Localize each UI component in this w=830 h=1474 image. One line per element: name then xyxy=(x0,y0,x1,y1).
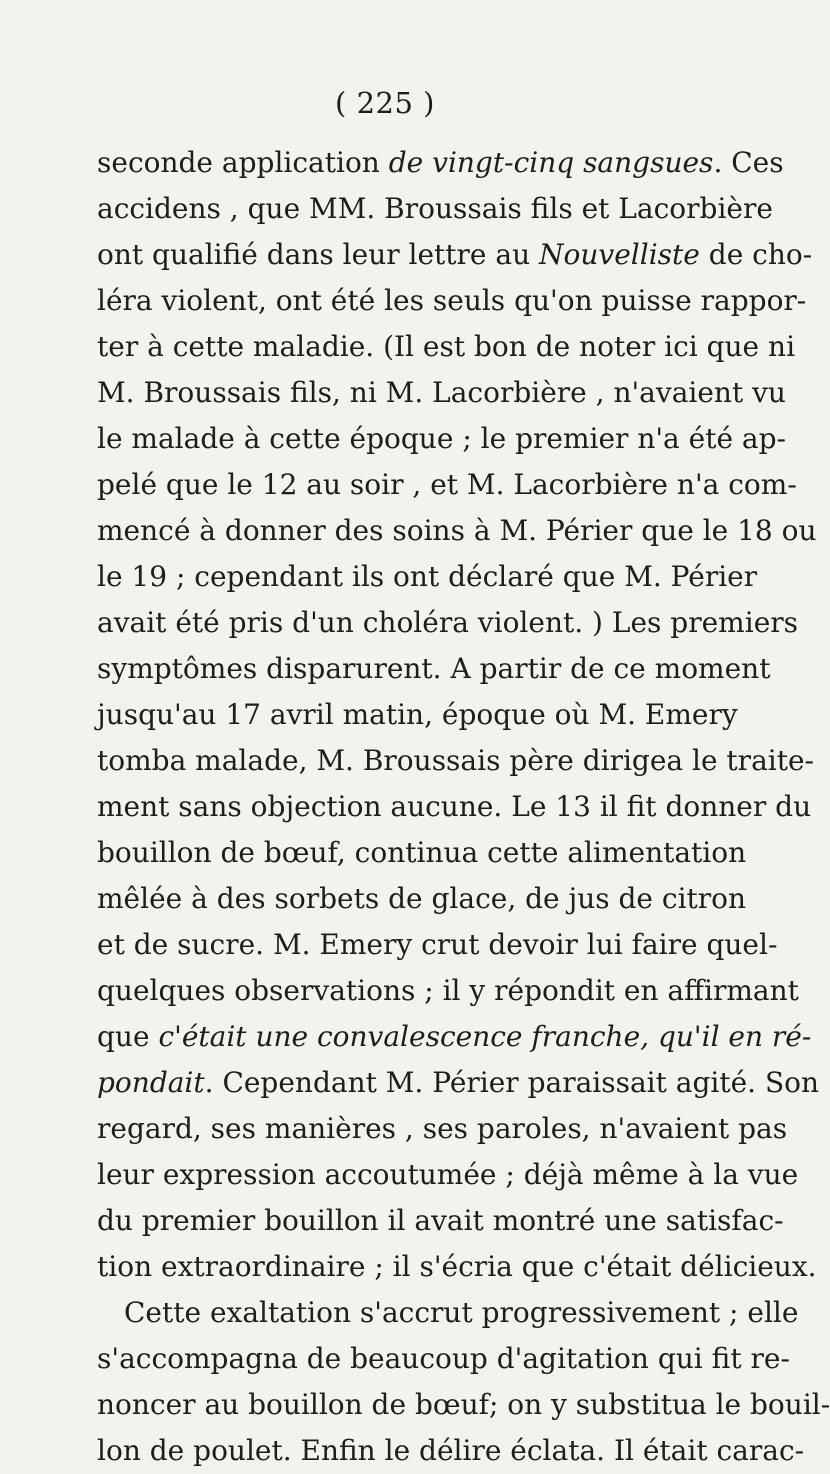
text-segment: et de sucre. M. Emery crut devoir lui faire quel- xyxy=(97,928,778,961)
text-segment: Cette exaltation s'accrut progressivement ; elle xyxy=(124,1296,799,1329)
text-segment: ment sans objection aucune. Le 13 il fit donner du xyxy=(97,790,812,823)
text-segment: léra violent, ont été les seuls qu'on puisse rappor- xyxy=(97,284,807,317)
text-segment: . Ces xyxy=(713,146,784,179)
text-line xyxy=(97,692,738,738)
text-line xyxy=(97,462,797,508)
text-line xyxy=(97,1014,812,1060)
italic-text: c'était une convalescence franche, qu'il en ré- xyxy=(158,1020,812,1053)
text-segment: symptômes disparurent. A partir de ce moment xyxy=(97,652,771,685)
text-segment: tion extraordinaire ; il s'écria que c'était délicieux. xyxy=(97,1250,817,1283)
text-segment: lon de poulet. Enfin le délire éclata. Il était carac- xyxy=(97,1434,805,1467)
text-line xyxy=(97,922,778,968)
text-line xyxy=(97,738,814,784)
text-segment: s'accompagna de beaucoup d'agitation qui fit re- xyxy=(97,1342,790,1375)
text-segment: accidens , que MM. Broussais fils et Lacorbière xyxy=(97,192,773,225)
text-line xyxy=(97,600,799,646)
text-segment: noncer au bouillon de bœuf; on y substitua le bouil- xyxy=(97,1388,830,1421)
text-segment: regard, ses manières , ses paroles, n'avaient pas xyxy=(97,1112,788,1145)
italic-text: de vingt-cinq sangsues xyxy=(388,146,714,179)
text-line xyxy=(97,1336,790,1382)
text-segment: M. Broussais fils, ni M. Lacorbière , n'avaient vu xyxy=(97,376,786,409)
italic-text: pondait xyxy=(97,1066,205,1099)
page-number: ( 225 ) xyxy=(335,86,435,120)
text-line xyxy=(97,646,771,692)
italic-text: Nouvelliste xyxy=(539,238,700,271)
text-segment: pelé que le 12 au soir , et M. Lacorbière n'a com- xyxy=(97,468,797,501)
body-text xyxy=(97,140,830,1474)
text-line xyxy=(97,1152,799,1198)
text-segment: leur expression accoutumée ; déjà même à la vue xyxy=(97,1158,799,1191)
text-line xyxy=(97,186,773,232)
text-line xyxy=(97,1060,820,1106)
text-line xyxy=(97,1198,784,1244)
text-line xyxy=(97,1428,805,1474)
text-segment: quelques observations ; il y répondit en affirmant xyxy=(97,974,799,1007)
text-segment: . Cependant M. Périer paraissait agité. Son xyxy=(204,1066,820,1099)
text-line xyxy=(97,278,807,324)
text-line xyxy=(97,370,786,416)
text-segment: que xyxy=(97,1020,159,1053)
text-line xyxy=(97,416,787,462)
text-line xyxy=(97,140,784,186)
text-line xyxy=(97,830,747,876)
text-line xyxy=(97,324,796,370)
text-segment: avait été pris d'un choléra violent. ) Les premiers xyxy=(97,606,799,639)
text-segment: le 19 ; cependant ils ont déclaré que M. Périer xyxy=(97,560,758,593)
text-segment: bouillon de bœuf, continua cette alimentation xyxy=(97,836,747,869)
text-segment: seconde application xyxy=(97,146,389,179)
text-segment: ont qualifié dans leur lettre au xyxy=(97,238,540,271)
text-segment: du premier bouillon il avait montré une satisfac- xyxy=(97,1204,784,1237)
text-line xyxy=(97,1290,799,1336)
text-segment: de cho- xyxy=(699,238,813,271)
text-segment: ter à cette maladie. (Il est bon de noter ici que ni xyxy=(97,330,796,363)
text-line xyxy=(97,784,812,830)
text-segment: jusqu'au 17 avril matin, époque où M. Emery xyxy=(97,698,738,731)
text-segment: le malade à cette époque ; le premier n'a été ap- xyxy=(97,422,787,455)
text-segment: tomba malade, M. Broussais père dirigea le traite- xyxy=(97,744,814,777)
text-line xyxy=(97,232,813,278)
text-line xyxy=(97,876,747,922)
text-line xyxy=(97,508,817,554)
text-line xyxy=(97,554,758,600)
text-segment: mêlée à des sorbets de glace, de jus de citron xyxy=(97,882,747,915)
text-line xyxy=(97,1106,788,1152)
text-line xyxy=(97,1244,817,1290)
text-line xyxy=(97,1382,830,1428)
text-line xyxy=(97,968,799,1014)
text-segment: mencé à donner des soins à M. Périer que le 18 ou xyxy=(97,514,817,547)
